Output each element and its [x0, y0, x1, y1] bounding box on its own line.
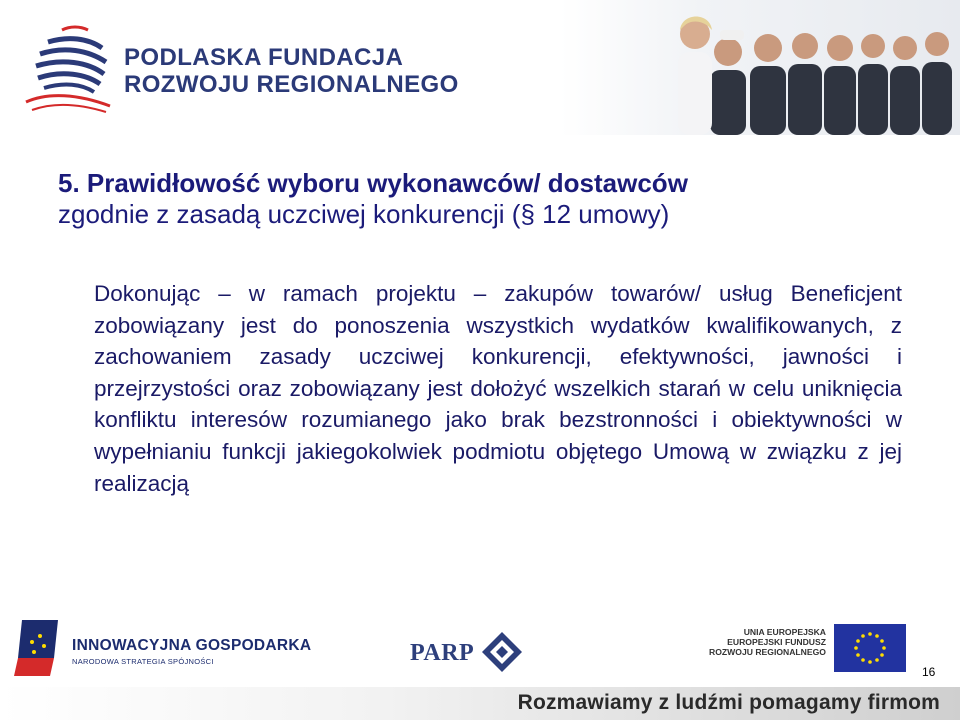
ig-title: INNOWACYJNA GOSPODARKA	[72, 637, 312, 654]
page-number: 16	[922, 665, 936, 679]
org-name-line1: PODLASKA FUNDACJA	[124, 44, 404, 71]
header	[0, 0, 960, 135]
eu-line1: UNIA EUROPEJSKA	[743, 627, 826, 637]
innowacyjna-gospodarka-text	[72, 637, 311, 666]
eu-line2: EUROPEJSKI FUNDUSZ	[727, 637, 826, 647]
org-name-line2: ROZWOJU REGIONALNEGO	[124, 71, 459, 98]
slide-title-line1: 5. Prawidłowość wyboru wykonawców/ dostawców	[58, 168, 688, 198]
organization-name	[124, 44, 459, 98]
eu-text	[700, 627, 826, 657]
parp-label: PARP	[410, 640, 475, 666]
slogan: Rozmawiamy z ludźmi pomagamy firmom	[517, 691, 940, 714]
slide-title	[58, 168, 918, 230]
header-photo	[560, 0, 960, 135]
footer-logos	[0, 612, 960, 684]
parp-arrow-icon	[482, 632, 522, 672]
slide-title-line2: zgodnie z zasadą uczciwej konkurencji (§ 12 umowy)	[58, 199, 670, 229]
business-people-image	[560, 0, 960, 135]
innowacyjna-gospodarka-logo-icon	[14, 618, 62, 678]
pfrr-logo-icon	[18, 22, 114, 118]
eu-flag-icon	[834, 624, 906, 672]
body-paragraph: Dokonując – w ramach projektu – zakupów towarów/ usług Beneficjent zobowiązany jest do ponoszenia wszystkich wydatków kwalifikowanych, z zachowaniem zasady uczciwej konkurencji, efektywności, jawności i przejrzystości oraz zobowiązany jest dołożyć wszelkich starań w celu uniknięcia konfliktu interesów rozumianego jako brak bezstronności i obiektywności w wypełnianiu funkcji jakiegokolwiek podmiotu objętego Umową w związku z jej realizacją	[94, 281, 902, 496]
bottom-bar	[0, 687, 960, 720]
ig-subtitle: NARODOWA STRATEGIA SPÓJNOŚCI	[72, 657, 214, 666]
eu-line3: ROZWOJU REGIONALNEGO	[709, 647, 826, 657]
